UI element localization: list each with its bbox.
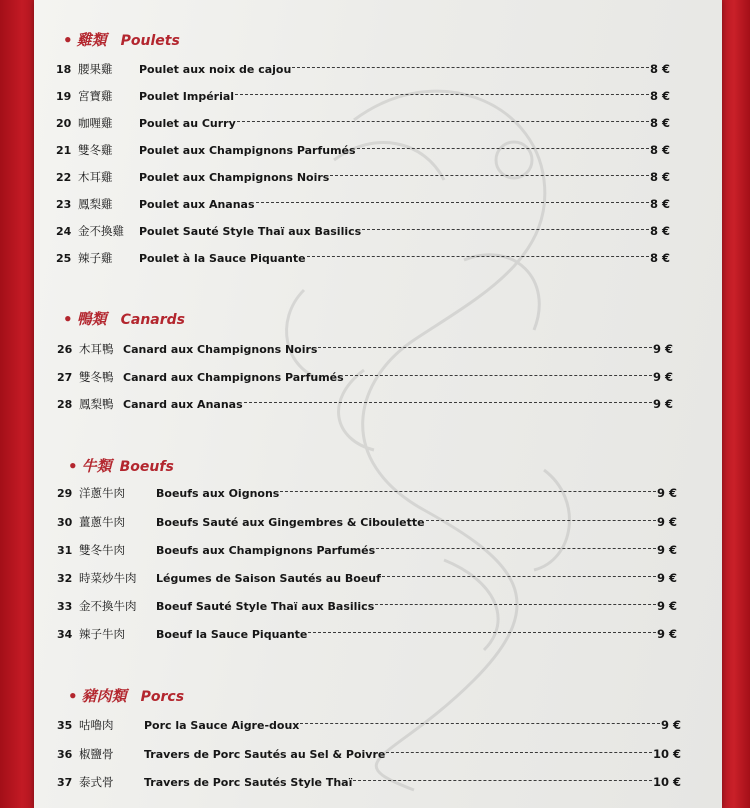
menu-item [57, 625, 677, 643]
section-fr: Canards [120, 312, 186, 328]
item-chinese-name: 木耳雞 [78, 170, 113, 184]
item-french-name: Porc la Sauce Aigre-doux [144, 718, 300, 732]
item-price: 8 € [649, 116, 670, 130]
bullet: • [63, 31, 73, 49]
item-number: 22 [56, 170, 72, 184]
item-chinese-name: 金不換雞 [78, 224, 124, 238]
item-number: 35 [57, 718, 73, 732]
section-heading-poulets [63, 29, 180, 50]
dotted-leader [345, 375, 652, 376]
item-price: 9 € [656, 486, 677, 500]
item-price: 9 € [652, 397, 673, 411]
item-price: 8 € [649, 89, 670, 103]
item-chinese-name: 咖喱雞 [78, 116, 113, 130]
item-french-name: Canard aux Ananas [123, 397, 243, 411]
item-number: 36 [57, 747, 73, 761]
item-chinese-name: 鳳梨雞 [78, 197, 113, 211]
menu-item [56, 60, 670, 78]
section-heading-porcs [68, 685, 184, 706]
dotted-leader [307, 256, 649, 257]
item-french-name: Poulet Sauté Style Thaï aux Basilics [139, 224, 362, 238]
section-fr: Boeufs [119, 459, 174, 475]
item-french-name: Boeuf la Sauce Piquante [156, 627, 308, 641]
item-chinese-name: 辣子牛肉 [79, 627, 125, 641]
item-number: 23 [56, 197, 72, 211]
item-price: 8 € [649, 170, 670, 184]
item-number: 20 [56, 116, 72, 130]
bullet: • [63, 310, 73, 328]
item-chinese-name: 薑蔥牛肉 [79, 515, 125, 529]
menu-item [57, 597, 677, 615]
dotted-leader [353, 780, 652, 781]
item-chinese-name: 咕嚕肉 [79, 718, 114, 732]
menu-item [57, 340, 673, 358]
item-french-name: Boeufs Sauté aux Gingembres & Ciboulette [156, 515, 425, 529]
item-price: 10 € [652, 747, 681, 761]
dotted-leader [244, 402, 652, 403]
item-chinese-name: 雙冬鴨 [79, 370, 114, 384]
menu-item [57, 513, 677, 531]
item-chinese-name: 洋蔥牛肉 [79, 486, 125, 500]
item-number: 26 [57, 342, 73, 356]
menu-item [57, 569, 677, 587]
item-price: 9 € [656, 571, 677, 585]
dotted-leader [318, 347, 652, 348]
dotted-leader [256, 202, 649, 203]
item-price: 8 € [649, 62, 670, 76]
item-number: 29 [57, 486, 73, 500]
section-zh: 牛類 [81, 457, 112, 475]
item-price: 8 € [649, 224, 670, 238]
item-french-name: Légumes de Saison Sautés au Boeuf [156, 571, 381, 585]
item-french-name: Travers de Porc Sautés Style Thaï [144, 775, 353, 789]
menu-item [56, 249, 670, 267]
item-number: 33 [57, 599, 73, 613]
section-fr: Poulets [120, 33, 180, 49]
menu-item [57, 745, 681, 763]
section-zh: 鴨類 [76, 310, 107, 328]
item-chinese-name: 時菜炒牛肉 [79, 571, 137, 585]
item-french-name: Poulet aux Champignons Parfumés [139, 143, 356, 157]
item-french-name: Travers de Porc Sautés au Sel & Poivre [144, 747, 386, 761]
item-price: 9 € [656, 599, 677, 613]
item-french-name: Poulet au Curry [139, 116, 236, 130]
section-fr: Porcs [140, 689, 185, 705]
item-price: 9 € [652, 370, 673, 384]
dotted-leader [362, 229, 649, 230]
menu-item [56, 195, 670, 213]
item-chinese-name: 雙冬牛肉 [79, 543, 125, 557]
item-french-name: Canard aux Champignons Parfumés [123, 370, 344, 384]
item-number: 27 [57, 370, 73, 384]
item-number: 21 [56, 143, 72, 157]
section-heading-canards [63, 308, 185, 329]
dotted-leader [330, 175, 649, 176]
dotted-leader [375, 604, 656, 605]
item-price: 9 € [660, 718, 681, 732]
dotted-leader [300, 723, 660, 724]
item-number: 19 [56, 89, 72, 103]
item-number: 18 [56, 62, 72, 76]
dotted-leader [376, 548, 656, 549]
dotted-leader [280, 491, 656, 492]
menu-item [57, 368, 673, 386]
item-chinese-name: 金不換牛肉 [79, 599, 137, 613]
item-number: 25 [56, 251, 72, 265]
item-price: 9 € [656, 627, 677, 641]
menu-item [57, 395, 673, 413]
item-price: 9 € [656, 515, 677, 529]
item-price: 8 € [649, 251, 670, 265]
section-heading-boeufs [68, 455, 174, 476]
menu-item [56, 222, 670, 240]
item-chinese-name: 腰果雞 [78, 62, 113, 76]
item-number: 30 [57, 515, 73, 529]
item-french-name: Boeufs aux Oignons [156, 486, 280, 500]
dotted-leader [235, 94, 649, 95]
section-zh: 雞類 [76, 31, 107, 49]
dotted-leader [357, 148, 649, 149]
item-french-name: Poulet aux Ananas [139, 197, 255, 211]
item-chinese-name: 辣子雞 [78, 251, 113, 265]
section-zh: 豬肉類 [81, 687, 127, 705]
dotted-leader [426, 520, 656, 521]
item-french-name: Boeuf Sauté Style Thaï aux Basilics [156, 599, 375, 613]
dotted-leader [386, 752, 652, 753]
item-number: 37 [57, 775, 73, 789]
menu-item [56, 87, 670, 105]
menu-item [57, 773, 681, 791]
menu-item [56, 114, 670, 132]
menu-item [56, 141, 670, 159]
item-chinese-name: 鳳梨鴨 [79, 397, 114, 411]
dotted-leader [237, 121, 649, 122]
item-number: 28 [57, 397, 73, 411]
item-number: 31 [57, 543, 73, 557]
dotted-leader [292, 67, 649, 68]
item-chinese-name: 木耳鴨 [79, 342, 114, 356]
item-chinese-name: 椒鹽骨 [79, 747, 114, 761]
item-number: 34 [57, 627, 73, 641]
item-number: 24 [56, 224, 72, 238]
menu-item [57, 541, 677, 559]
item-chinese-name: 泰式骨 [79, 775, 114, 789]
item-number: 32 [57, 571, 73, 585]
menu-item [57, 484, 677, 502]
bullet: • [68, 457, 78, 475]
bullet: • [68, 687, 78, 705]
tablecloth-right [718, 0, 750, 808]
item-chinese-name: 宮寶雞 [78, 89, 113, 103]
item-french-name: Poulet aux Champignons Noirs [139, 170, 330, 184]
menu-item [57, 716, 681, 734]
item-french-name: Poulet Impérial [139, 89, 235, 103]
dotted-leader [308, 632, 656, 633]
menu-item [56, 168, 670, 186]
item-price: 10 € [652, 775, 681, 789]
item-french-name: Poulet aux noix de cajou [139, 62, 292, 76]
item-french-name: Canard aux Champignons Noirs [123, 342, 318, 356]
item-french-name: Poulet à la Sauce Piquante [139, 251, 306, 265]
dotted-leader [382, 576, 656, 577]
item-price: 8 € [649, 143, 670, 157]
item-price: 9 € [652, 342, 673, 356]
item-price: 9 € [656, 543, 677, 557]
item-french-name: Boeufs aux Champignons Parfumés [156, 543, 376, 557]
tablecloth-left [0, 0, 36, 808]
item-chinese-name: 雙冬雞 [78, 143, 113, 157]
item-price: 8 € [649, 197, 670, 211]
